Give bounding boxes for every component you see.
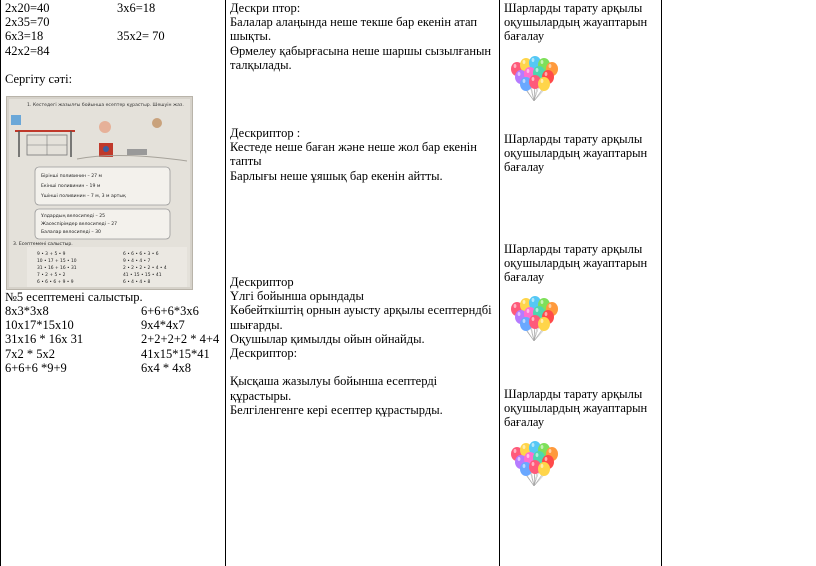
balloon (538, 77, 550, 91)
descriptor-block-3: Дескриптор Үлгі бойынша орындады Көбейткіштің орнын ауысту арқылы есептерндбі шығарды. Оқушылар қимылды ойын ойнайды. Дескриптор: Қысқаша жазылуы бойынша есептерді құрастыры. Белгіленгенге кері есептер құрастырды. (230, 275, 492, 417)
photo-left-expr-1: 9 • 3 + 5 • 9 (37, 252, 66, 257)
column-rule-4 (661, 0, 662, 566)
photo-left-expr-5: 6 • 6 • 6 + 9 • 9 (37, 280, 74, 285)
photo-task-1: 1. Кестедегі жазылғы бойынша есептер құрастыр. Шешуін жаз. (27, 103, 184, 108)
photo-stick-2: Жасөспірімдер велосипеді – 27 (41, 222, 118, 227)
photo-right-expr-2: 9 • 4 • 4 • 7 (123, 259, 151, 264)
descriptor-block-1: Дескри птор: Балалар алаңында неше текше бар екенін атап шықты. Өрмелеу қабырғасына неше шаршы сызылғанын талқылады. (230, 1, 492, 72)
comparison-row-1: 8х3*3х8 6+6+6*3х6 (5, 304, 199, 318)
multiplication-examples (5, 1, 165, 58)
photo-left-expr-2: 10 • 17 + 15 • 10 (37, 259, 77, 264)
photo-bar-1: Бірінші поливинин – 27 м (41, 174, 102, 179)
balloon (538, 317, 550, 331)
balloons-icon (505, 56, 563, 102)
balloon (538, 462, 550, 476)
photo-bar-2: Екінші поливинин – 19 м (41, 184, 101, 189)
photo-stick-3: Балалар велосипеді – 30 (41, 230, 101, 235)
example-row-4: 42x2=84 (5, 43, 50, 58)
break-label: Сергіту сәті: (5, 72, 73, 86)
descriptor-block-2: Дескриптор : Кестеде неше баған және неше жол бар екенін тапты Барлығы неше ұяшық бар екенін айтты. (230, 126, 477, 183)
comparison-row-3: 31х16 * 16х 31 2+2+2+2 * 4+4 (5, 332, 220, 347)
task-5-title: №5 есептемені салыстыр. (5, 290, 143, 304)
assessment-block-1: Шарларды тарату арқылы оқушылардың жауаптарын бағалау (504, 1, 648, 44)
photo-right-expr-5: 6 • 4 • 4 • 8 (123, 280, 151, 285)
photo-stick-1: Ұлдардың велосипеді – 25 (41, 214, 106, 219)
comparison-row-4: 7х2 * 5х2 41х15*15*41 (5, 346, 210, 361)
comparison-list (5, 304, 219, 375)
photo-right-expr-1: 6 • 6 • 6 • 3 • 6 (123, 252, 159, 257)
photo-right-expr-4: 41 • 15 • 15 • 41 (123, 273, 162, 278)
assessment-block-2: Шарларды тарату арқылы оқушылардың жауаптарын бағалау (504, 132, 648, 175)
photo-right-expr-3: 2 • 2 • 2 • 2 • 4 • 4 (123, 266, 167, 271)
comparison-row-2: 10х17*15х10 9х4*4х7 (5, 318, 185, 333)
textbook-photo (6, 96, 193, 290)
photo-bar-3: Үшінші поливинин – 7 м, 3 м артық (41, 194, 126, 199)
balloons-icon (505, 441, 563, 487)
example-row-1: 2x20=40 3x6=18 (5, 1, 156, 15)
column-rule-1 (0, 0, 1, 566)
photo-left-expr-3: 31 • 16 + 16 • 31 (37, 266, 77, 271)
example-row-3: 6x3=18 35x2= 70 (5, 29, 165, 44)
comparison-row-5: 6+6+6 *9+9 6х4 * 4х8 (5, 360, 191, 375)
column-rule-2 (225, 0, 226, 566)
assessment-block-4: Шарларды тарату арқылы оқушылардың жауаптарын бағалау (504, 387, 648, 430)
photo-left-expr-4: 7 • 2 + 5 • 2 (37, 273, 66, 278)
textbook-page-illustration (7, 97, 192, 289)
assessment-block-3: Шарларды тарату арқылы оқушылардың жауаптарын бағалау (504, 242, 648, 285)
photo-task-3: 3. Есептемені салыстыр. (13, 242, 73, 247)
balloons-icon (505, 296, 563, 342)
task-marker-icon (11, 115, 21, 125)
column-rule-3 (499, 0, 500, 566)
example-row-2: 2x35=70 (5, 15, 50, 30)
